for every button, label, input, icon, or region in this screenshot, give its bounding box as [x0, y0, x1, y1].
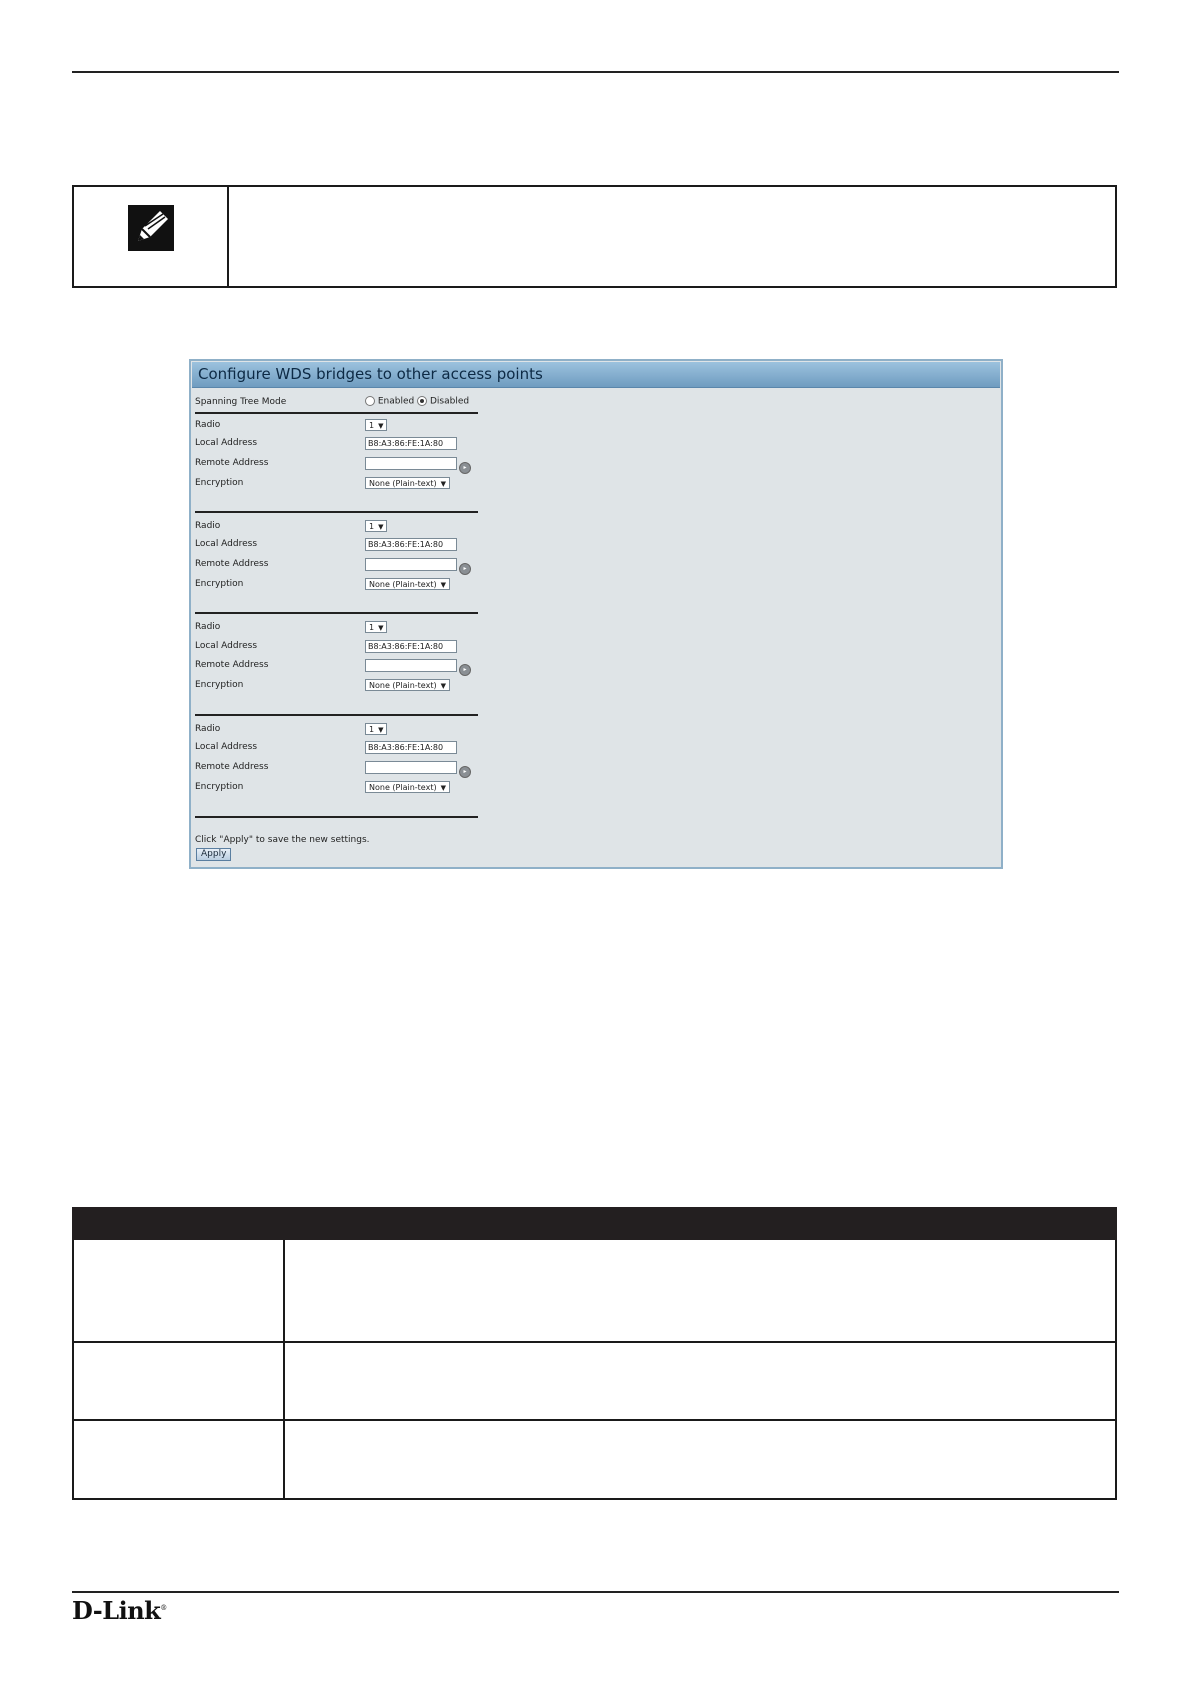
- wds-config-panel: [189, 359, 1003, 869]
- local-address-label: Local Address: [195, 539, 258, 549]
- footer-rule: [72, 1591, 1119, 1593]
- go-arrow-icon[interactable]: ▸: [459, 766, 471, 778]
- table-column-divider: [283, 1240, 285, 1498]
- encryption-select[interactable]: None (Plain-text) ▼: [365, 578, 450, 590]
- chevron-down-icon: ▼: [378, 726, 384, 734]
- encryption-label: Encryption: [195, 680, 244, 690]
- chevron-down-icon: ▼: [378, 523, 384, 531]
- local-address-label: Local Address: [195, 438, 258, 448]
- bridge-1-encryption-row: [195, 477, 485, 491]
- bridge-4-remote-row: [195, 761, 485, 775]
- bridge-2-radio-row: [195, 520, 485, 534]
- table-row-divider: [74, 1419, 1115, 1421]
- bridge-2-local-row: [195, 538, 485, 552]
- table-row-divider: [74, 1341, 1115, 1343]
- radio-label: Radio: [195, 622, 221, 632]
- bridge-4-local-row: [195, 741, 485, 755]
- chevron-down-icon: ▼: [378, 624, 384, 632]
- pencil-note-icon: [128, 205, 174, 251]
- separator: [195, 412, 478, 414]
- radio-select[interactable]: 1 ▼: [365, 723, 387, 735]
- apply-hint: Click "Apply" to save the new settings.: [195, 835, 370, 845]
- apply-button[interactable]: Apply: [196, 848, 231, 861]
- apply-hint-row: [195, 834, 595, 848]
- chevron-down-icon: ▼: [440, 784, 446, 792]
- chevron-down-icon: ▼: [378, 422, 384, 430]
- dlink-logo: D-Link®: [72, 1596, 167, 1625]
- bridge-1-radio-row: [195, 419, 485, 433]
- separator: [195, 714, 478, 716]
- bridge-3-encryption-row: [195, 679, 485, 693]
- note-divider: [227, 187, 229, 286]
- spanning-tree-options: [365, 396, 469, 407]
- go-arrow-icon[interactable]: ▸: [459, 664, 471, 676]
- local-address-label: Local Address: [195, 742, 258, 752]
- radio-label: Radio: [195, 420, 221, 430]
- spanning-tree-enabled-label: Enabled: [377, 396, 415, 407]
- remote-address-field[interactable]: [365, 761, 457, 774]
- encryption-select[interactable]: None (Plain-text) ▼: [365, 679, 450, 691]
- spanning-tree-disabled-label: Disabled: [430, 396, 470, 407]
- local-address-field[interactable]: B8:A3:86:FE:1A:80: [365, 538, 457, 551]
- remote-address-label: Remote Address: [195, 660, 269, 670]
- encryption-select[interactable]: None (Plain-text) ▼: [365, 477, 450, 489]
- chevron-down-icon: ▼: [440, 581, 446, 589]
- remote-address-label: Remote Address: [195, 559, 269, 569]
- radio-select[interactable]: 1 ▼: [365, 520, 387, 532]
- remote-address-label: Remote Address: [195, 458, 269, 468]
- encryption-label: Encryption: [195, 579, 244, 589]
- local-address-field[interactable]: B8:A3:86:FE:1A:80: [365, 437, 457, 450]
- remote-address-label: Remote Address: [195, 762, 269, 772]
- header-rule: [72, 71, 1119, 73]
- chevron-down-icon: ▼: [440, 682, 446, 690]
- encryption-label: Encryption: [195, 782, 244, 792]
- bridge-2-encryption-row: [195, 578, 485, 592]
- bridge-2-remote-row: [195, 558, 485, 572]
- separator: [195, 612, 478, 614]
- panel-title: Configure WDS bridges to other access points: [192, 362, 1000, 388]
- bridge-1-remote-row: [195, 457, 485, 471]
- radio-select[interactable]: 1 ▼: [365, 419, 387, 431]
- bridge-4-encryption-row: [195, 781, 485, 795]
- encryption-label: Encryption: [195, 478, 244, 488]
- go-arrow-icon[interactable]: ▸: [459, 462, 471, 474]
- spanning-tree-row: [195, 396, 485, 410]
- remote-address-field[interactable]: [365, 457, 457, 470]
- radio-label: Radio: [195, 521, 221, 531]
- note-box: [72, 185, 1117, 288]
- local-address-field[interactable]: B8:A3:86:FE:1A:80: [365, 741, 457, 754]
- spanning-tree-disabled-radio[interactable]: [417, 396, 427, 406]
- remote-address-field[interactable]: [365, 659, 457, 672]
- separator: [195, 816, 478, 818]
- bridge-3-radio-row: [195, 621, 485, 635]
- chevron-down-icon: ▼: [440, 480, 446, 488]
- bridge-3-local-row: [195, 640, 485, 654]
- spanning-tree-enabled-radio[interactable]: [365, 396, 375, 406]
- bridge-4-radio-row: [195, 723, 485, 737]
- radio-select[interactable]: 1 ▼: [365, 621, 387, 633]
- radio-label: Radio: [195, 724, 221, 734]
- spanning-tree-label: Spanning Tree Mode: [195, 397, 287, 407]
- parameter-table: [72, 1240, 1117, 1500]
- bridge-1-local-row: [195, 437, 485, 451]
- go-arrow-icon[interactable]: ▸: [459, 563, 471, 575]
- remote-address-field[interactable]: [365, 558, 457, 571]
- separator: [195, 511, 478, 513]
- table-header: [72, 1207, 1117, 1240]
- bridge-3-remote-row: [195, 659, 485, 673]
- local-address-label: Local Address: [195, 641, 258, 651]
- encryption-select[interactable]: None (Plain-text) ▼: [365, 781, 450, 793]
- local-address-field[interactable]: B8:A3:86:FE:1A:80: [365, 640, 457, 653]
